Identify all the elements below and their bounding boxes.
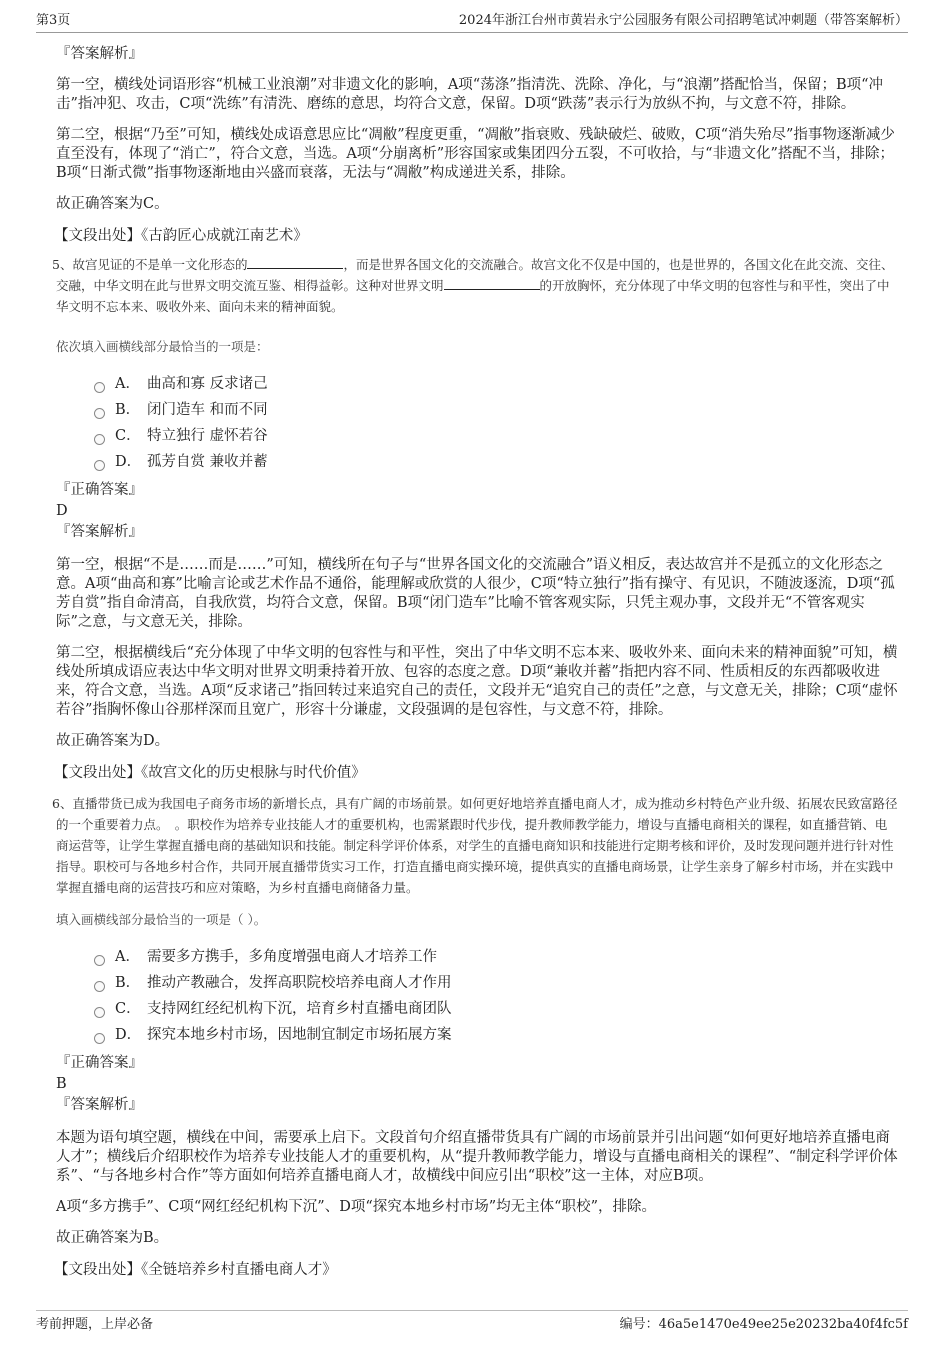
conclusion: 故正确答案为C。: [56, 196, 169, 212]
source-citation: 【文段出处】《古韵匠心成就江南艺术》: [54, 228, 308, 244]
question-stem: 6、直播带货已成为我国电子商务市场的新增长点，具有广阔的市场前景。如何更好地培养直播电商人才，成为推动乡村特色产业升级、拓展农民致富路径的一个重要着力点。 。职校作为培养专业技能人才的重要机构，也需紧跟时代步伐，提升教师教学能力，增设与直播电商相关的课程，如直播营销、电商运营等，让学生掌握直播电商的基础知识和技能。制定科学评价体系，对学生的直播电商知识和技能进行定期考核和评价，及时发现问题并进行针对性指导。职校可与各地乡村合作，共同开展直播带货实习工作，打造直播电商实操环境，提供真实的直播电商场景，让学生亲身了解乡村市场，并在实践中掌握直播电商的运营技巧和应对策略，为乡村直播电商储备力量。: [52, 796, 898, 895]
answer-blank: [444, 277, 540, 290]
conclusion: 故正确答案为B。: [56, 1230, 169, 1246]
option-d[interactable]: D． 探究本地乡村市场，因地制宜制定市场拓展方案: [94, 1022, 898, 1048]
radio-icon[interactable]: [94, 1033, 105, 1044]
document-title: 2024年浙江台州市黄岩永宁公园服务有限公司招聘笔试冲刺题（带答案解析）: [458, 13, 908, 28]
option-b[interactable]: B． 闭门造车 和而不同: [94, 397, 898, 423]
source-citation: 【文段出处】《故宫文化的历史根脉与时代价值》: [54, 765, 366, 781]
analysis-paragraph: A项“多方携手”、C项“网红经纪机构下沉”、D项“探究本地乡村市场”均无主体“职校”，排除。: [56, 1199, 656, 1215]
radio-icon[interactable]: [94, 460, 105, 471]
radio-icon[interactable]: [94, 955, 105, 966]
option-c[interactable]: C． 支持网红经纪机构下沉，培育乡村直播电商团队: [94, 996, 898, 1022]
question-6: [52, 793, 898, 1280]
document-id: 编号：46a5e1470e49ee25e20232ba40f4fc5f: [619, 1317, 908, 1332]
analysis-paragraph: 第二空，根据横线后“充分体现了中华文明的包容性与和平性，突出了中华文明不忘本来、吸收外来、面向未来的精神面貌”可知，横线处所填成语应表达中华文明对世界文明秉持着开放、包容的态度之意。D项“兼收并蓄”指把内容不同、性质相反的东西都吸收进来，符合文意，当选。A项“反求诸己”指回转过来追究自己的责任，文段并无“追究自己的责任”之意，与文意无关，排除；C项“虚怀若谷”指胸怀像山谷那样深而且宽广，形容十分谦虚，文段强调的是包容性，与文意不符，排除。: [56, 645, 898, 718]
question-5: [52, 254, 898, 783]
option-c[interactable]: C． 特立独行 虚怀若谷: [94, 423, 898, 449]
question-prompt: 依次填入画横线部分最恰当的一项是：: [56, 339, 269, 354]
options-list: [94, 944, 898, 1048]
correct-answer-tag: 『正确答案』: [56, 482, 143, 498]
question-stem: 5、故宫见证的不是单一文化形态的 ，而是世界各国文化的交流融合。故宫文化不仅是中国的，也是世界的，各国文化在此交流、交往、交融，中华文明在此与世界文明交流互鉴、相得益彰。这种对世界文明 的开放胸怀，充分体现了中华文明的包容性与和平性，突出了中华文明不忘本来、吸收外来、面向未来的精神面貌。: [52, 257, 894, 314]
page-number: 第3页: [36, 13, 71, 28]
radio-icon[interactable]: [94, 408, 105, 419]
analysis-paragraph: 第二空，根据“乃至”可知，横线处成语意思应比“凋敝”程度更重，“凋敝”指衰败、残缺破烂、破败，C项“消失殆尽”指事物逐渐减少直至没有，体现了“消亡”，符合文意，当选。A项“分崩离析”形容国家或集团四分五裂，不可收拾，与“非遗文化”搭配不当，排除；B项“日渐式微”指事物逐渐地由兴盛而衰落，无法与“凋敝”构成递进关系，排除。: [56, 127, 895, 181]
answer-blank: [247, 256, 343, 269]
option-a[interactable]: A． 曲高和寡 反求诸己: [94, 371, 898, 397]
page-header: [36, 10, 908, 33]
option-a[interactable]: A． 需要多方携手，多角度增强电商人才培养工作: [94, 944, 898, 970]
footer-slogan: 考前押题，上岸必备: [36, 1317, 154, 1332]
analysis-tag: 『答案解析』: [56, 524, 143, 540]
radio-icon[interactable]: [94, 1007, 105, 1018]
page-content: [52, 44, 898, 1288]
page-footer: [36, 1310, 908, 1337]
conclusion: 故正确答案为D。: [56, 733, 170, 749]
option-d[interactable]: D． 孤芳自赏 兼收并蓄: [94, 449, 898, 475]
options-list: [94, 371, 898, 475]
analysis-paragraph: 本题为语句填空题，横线在中间，需要承上启下。文段首句介绍直播带货具有广阔的市场前景并引出问题“如何更好地培养直播电商人才”；横线后介绍职校作为培养专业技能人才的重要机构，从“提升教师教学能力，增设与直播电商相关的课程”、“制定科学评价体系”、“与各地乡村合作”等方面如何培养直播电商人才，故横线中间应引出“职校”这一主体，对应B项。: [56, 1130, 898, 1184]
radio-icon[interactable]: [94, 434, 105, 445]
analysis-tag: 『答案解析』: [56, 1097, 143, 1113]
analysis-paragraph: 第一空，横线处词语形容“机械工业浪潮”对非遗文化的影响，A项“荡涤”指清洗、洗除、净化，与“浪潮”搭配恰当，保留；B项“冲击”指冲犯、攻击，C项“洗练”有清洗、磨练的意思，均符合文意，保留。D项“跌荡”表示行为放纵不拘，与文意不符，排除。: [56, 77, 884, 112]
source-citation: 【文段出处】《全链培养乡村直播电商人才》: [54, 1262, 337, 1278]
question-prompt: 填入画横线部分最恰当的一项是（ ）。: [56, 912, 267, 927]
option-b[interactable]: B． 推动产教融合，发挥高职院校培养电商人才作用: [94, 970, 898, 996]
radio-icon[interactable]: [94, 981, 105, 992]
analysis-tag: 『答案解析』: [56, 46, 143, 62]
radio-icon[interactable]: [94, 382, 105, 393]
analysis-paragraph: 第一空，根据“不是……而是……”可知，横线所在句子与“世界各国文化的交流融合”语义相反，表达故宫并不是孤立的文化形态之意。A项“曲高和寡”比喻言论或艺术作品不通俗，能理解或欣赏的人很少，C项“特立独行”指有操守、有见识，不随波逐流，D项“孤芳自赏”指自命清高，自我欣赏，均符合文意，保留。B项“闭门造车”比喻不管客观实际，只凭主观办事，文段并无“不管客观实际”之意，与文意无关，排除。: [56, 557, 895, 630]
correct-answer-tag: 『正确答案』: [56, 1055, 143, 1071]
correct-answer: B: [56, 1076, 67, 1092]
correct-answer: D: [56, 503, 68, 519]
